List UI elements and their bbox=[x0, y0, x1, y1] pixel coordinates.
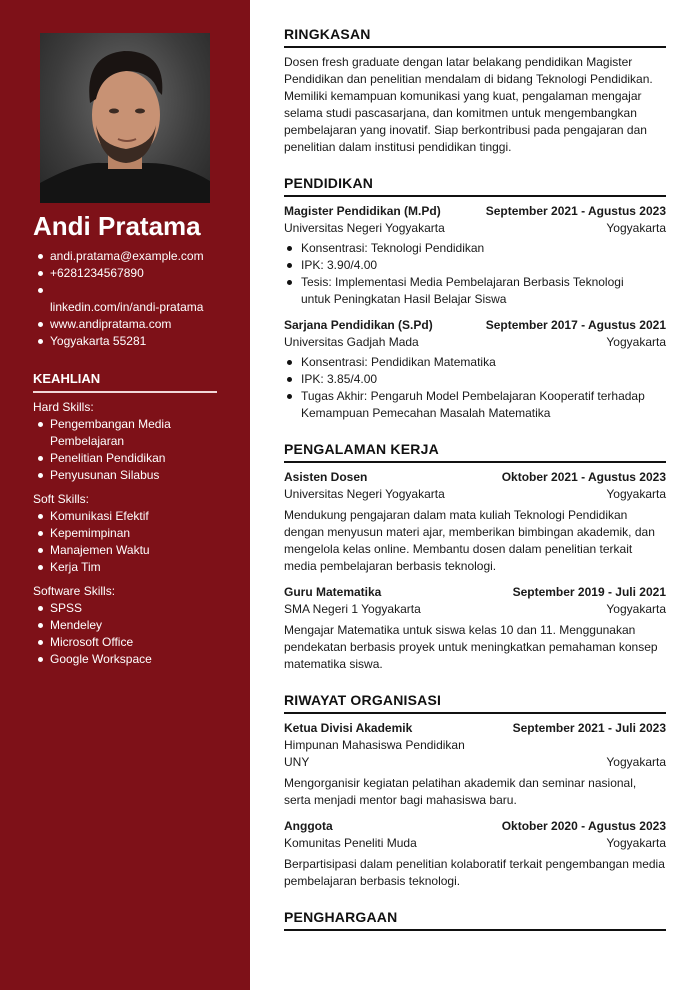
awards-heading: PENGHARGAAN bbox=[284, 909, 666, 931]
description: Mengajar Matematika untuk siswa kelas 10 dan 11. Menggunakan pendekatan berbasis proyek untuk meningkatkan pemahaman konsep matematika siswa. bbox=[284, 623, 658, 671]
education-heading: PENDIDIKAN bbox=[284, 175, 666, 197]
education-detail: IPK: 3.90/4.00 bbox=[284, 257, 666, 274]
dates: September 2021 - Agustus 2023 bbox=[485, 204, 666, 218]
description: Mendukung pengajaran dalam mata kuliah Teknologi Pendidikan dengan menyusun materi ajar, memberikan bimbingan akademik, dan mengelola kelas online. Membantu dosen dalam penelitian terkait media pembelajaran berbasis teknologi. bbox=[284, 508, 655, 573]
location: Yogyakarta bbox=[606, 487, 666, 501]
organization-line: Himpunan Mahasiswa Pendidikan bbox=[284, 738, 465, 752]
location: Yogyakarta bbox=[606, 755, 666, 769]
organization-entry bbox=[284, 720, 666, 809]
skill-item: Penelitian Pendidikan bbox=[33, 450, 233, 467]
organization: Universitas Negeri Yogyakarta bbox=[284, 487, 445, 501]
role: Ketua Divisi Akademik bbox=[284, 721, 413, 735]
skill-group-software bbox=[33, 583, 233, 668]
experience-section bbox=[284, 441, 666, 673]
contact-linkedin[interactable] bbox=[33, 282, 233, 316]
education-entry bbox=[284, 317, 666, 422]
skills-heading: KEAHLIAN bbox=[33, 371, 217, 393]
experience-entry bbox=[284, 469, 666, 575]
organization-entry bbox=[284, 818, 666, 890]
skill-group-label: Software Skills: bbox=[33, 584, 116, 598]
education-section bbox=[284, 175, 666, 422]
organization-heading: RIWAYAT ORGANISASI bbox=[284, 692, 666, 714]
contact-phone-text: +6281234567890 bbox=[50, 266, 144, 280]
contact-website[interactable] bbox=[33, 316, 233, 333]
summary-text: Dosen fresh graduate dengan latar belakang pendidikan Magister Pendidikan dan penelitian mendalam di bidang Teknologi Pendidikan. Memiliki kemampuan komunikasi yang kuat, pengalaman mengajar selama studi pascasarjana, dan komitmen untuk mengembangkan pembelajaran yang inovatif. Siap berkontribusi pada pengajaran dan penelitian dalam institusi pendidikan tinggi. bbox=[284, 55, 653, 154]
summary-section bbox=[284, 26, 666, 156]
experience-entry bbox=[284, 584, 666, 673]
organization: SMA Negeri 1 Yogyakarta bbox=[284, 602, 421, 616]
education-detail: Tesis: Implementasi Media Pembelajaran Berbasis Teknologi untuk Peningkatan Hasil Belajar Siswa bbox=[284, 274, 666, 308]
skill-item: Mendeley bbox=[33, 617, 233, 634]
dates: September 2021 - Juli 2023 bbox=[512, 721, 666, 735]
role: Guru Matematika bbox=[284, 585, 382, 599]
organization-section bbox=[284, 692, 666, 890]
skill-item: Google Workspace bbox=[33, 651, 233, 668]
education-detail: Tugas Akhir: Pengaruh Model Pembelajaran Kooperatif terhadap Kemampuan Pemecahan Masalah Matematika bbox=[284, 388, 666, 422]
location: Yogyakarta bbox=[606, 602, 666, 616]
profile-photo bbox=[40, 33, 210, 203]
education-detail: Konsentrasi: Pendidikan Matematika bbox=[284, 354, 666, 371]
experience-heading: PENGALAMAN KERJA bbox=[284, 441, 666, 463]
contact-linkedin-spacer bbox=[50, 282, 233, 299]
skill-item: Penyusunan Silabus bbox=[33, 467, 233, 484]
contact-address-text: Yogyakarta 55281 bbox=[50, 334, 147, 348]
description: Berpartisipasi dalam penelitian kolaboratif terkait pengembangan media pembelajaran berbasis teknologi. bbox=[284, 857, 665, 888]
skill-item: Manajemen Waktu bbox=[33, 542, 233, 559]
contact-email[interactable] bbox=[33, 248, 233, 265]
skill-item: Kepemimpinan bbox=[33, 525, 233, 542]
candidate-name: Andi Pratama bbox=[33, 211, 201, 241]
dates: Oktober 2021 - Agustus 2023 bbox=[501, 470, 666, 484]
skill-group-soft bbox=[33, 491, 233, 576]
skill-group-label: Soft Skills: bbox=[33, 492, 90, 506]
education-entry bbox=[284, 203, 666, 308]
skills-section bbox=[33, 399, 233, 668]
location: Yogyakarta bbox=[606, 221, 666, 235]
description: Mengorganisir kegiatan pelatihan akademik dan seminar nasional, serta menjadi mentor bagi mahasiswa baru. bbox=[284, 776, 637, 807]
dates: September 2017 - Agustus 2021 bbox=[485, 318, 666, 332]
profile-photo-image bbox=[40, 33, 210, 203]
school: Universitas Gadjah Mada bbox=[284, 335, 419, 349]
contact-email-text: andi.pratama@example.com bbox=[50, 249, 204, 263]
degree: Magister Pendidikan (M.Pd) bbox=[284, 204, 441, 218]
contact-phone[interactable] bbox=[33, 265, 233, 282]
dates: September 2019 - Juli 2021 bbox=[512, 585, 666, 599]
education-detail: Konsentrasi: Teknologi Pendidikan bbox=[284, 240, 666, 257]
skill-item: Komunikasi Efektif bbox=[33, 508, 233, 525]
skill-item: Pengembangan Media Pembelajaran bbox=[33, 416, 233, 450]
contact-address bbox=[33, 333, 233, 350]
summary-heading: RINGKASAN bbox=[284, 26, 666, 48]
degree: Sarjana Pendidikan (S.Pd) bbox=[284, 318, 433, 332]
location: Yogyakarta bbox=[606, 836, 666, 850]
location: Yogyakarta bbox=[606, 335, 666, 349]
skill-group-label: Hard Skills: bbox=[33, 400, 94, 414]
skill-item: Kerja Tim bbox=[33, 559, 233, 576]
skill-item: Microsoft Office bbox=[33, 634, 233, 651]
sidebar bbox=[0, 0, 250, 990]
organization: Komunitas Peneliti Muda bbox=[284, 836, 417, 850]
contact-list bbox=[33, 248, 233, 350]
education-detail: IPK: 3.85/4.00 bbox=[284, 371, 666, 388]
dates: Oktober 2020 - Agustus 2023 bbox=[501, 819, 666, 833]
school: Universitas Negeri Yogyakarta bbox=[284, 221, 445, 235]
main-content bbox=[284, 26, 666, 937]
role: Anggota bbox=[284, 819, 333, 833]
skill-group-hard bbox=[33, 399, 233, 484]
organization: UNY bbox=[284, 755, 310, 769]
awards-section bbox=[284, 909, 666, 931]
contact-website-text: www.andipratama.com bbox=[50, 317, 172, 331]
contact-linkedin-text: linkedin.com/in/andi-pratama bbox=[50, 300, 204, 314]
role: Asisten Dosen bbox=[284, 470, 368, 484]
skill-item: SPSS bbox=[33, 600, 233, 617]
